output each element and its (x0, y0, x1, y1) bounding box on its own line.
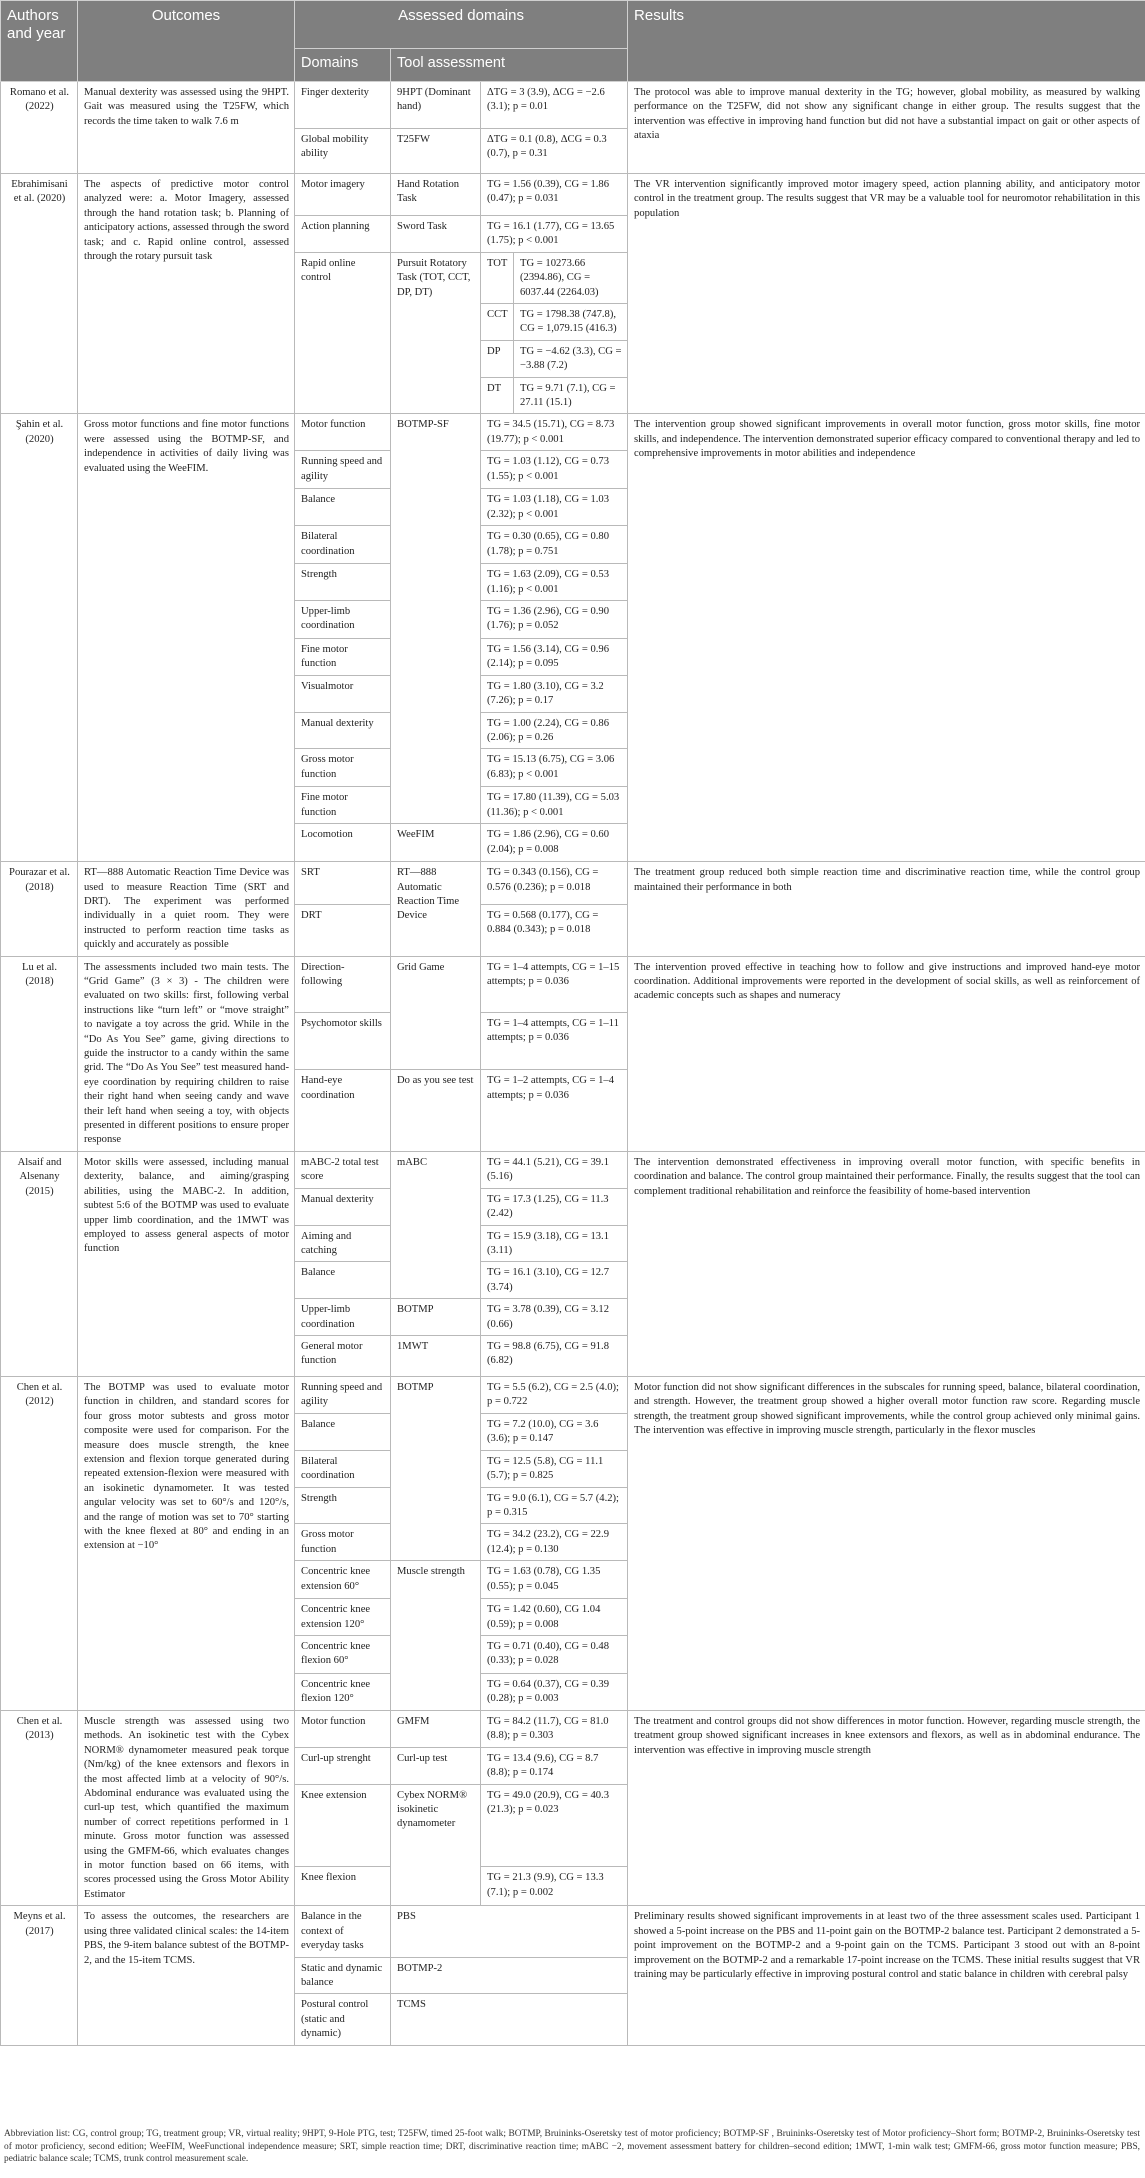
value-cell: TG = 0.30 (0.65), CG = 0.80 (1.78); p = 0.751 (481, 526, 628, 564)
domain-cell: Running speed and agility (295, 1376, 391, 1413)
domain-cell: Balance (295, 489, 391, 526)
tool-cell: PBS (391, 1906, 628, 1957)
domain-cell: Upper-limb coordination (295, 1299, 391, 1336)
tool-cell: Grid Game (391, 956, 481, 1070)
tool-cell: WeeFIM (391, 824, 481, 862)
tool-cell: RT—888 Automatic Reaction Time Device (391, 862, 481, 956)
tool-cell: Sword Task (391, 216, 481, 253)
study-results: Preliminary results showed significant improvements in at least two of the three assessment scales used. Participant 1 showed a 5-point increase on the PBS and 11-point gain on the BOTMP-2 balance test. Participant 2 demonstrated a 5-point improvement on the BOTMP-2 and a 9-point gain on the TCMS. Participant 3 stood out with an 8-point improvement on the BOTMP-2 and a remarkable 17-point increase on the TCMS. These initial results suggest that VR training may be particularly effective in improving postural control and static balance in children with cerebral palsy (628, 1906, 1145, 2045)
table-row (1, 1711, 1145, 1748)
header-assessed-domains: Assessed domains (295, 1, 628, 49)
value-cell: TG = 1.86 (2.96), CG = 0.60 (2.04); p = 0.008 (481, 824, 628, 862)
value-cell: TG = 5.5 (6.2), CG = 2.5 (4.0); p = 0.722 (481, 1376, 628, 1413)
value-cell: TG = 16.1 (3.10), CG = 12.7 (3.74) (481, 1262, 628, 1299)
table-row (1, 1151, 1145, 1188)
domain-cell: Locomotion (295, 824, 391, 862)
domain-cell: Manual dexterity (295, 1188, 391, 1225)
study-author: Meyns et al. (2017) (1, 1906, 78, 2045)
value-cell: TG = 1–4 attempts, CG = 1–11 attempts; p = 0.036 (481, 1012, 628, 1070)
study-results: The protocol was able to improve manual dexterity in the TG; however, global mobility, as measured by walking performance on the T25FW, did not show any significant change in either group. The results suggest that the intervention was effective in improving hand function but did not have a substantial impact on gait or other aspects of ataxia (628, 82, 1145, 174)
study-results: The intervention demonstrated effectiveness in improving overall motor function, with specific benefits in coordination and balance. The control group maintained their performance. Finally, the results suggest that the tool can complement traditional rehabilitation and reinforce the feasibility of home-based intervention (628, 1151, 1145, 1376)
study-author: Alsaif and Alsenany (2015) (1, 1151, 78, 1376)
domain-cell: SRT (295, 862, 391, 905)
tool-cell: 1MWT (391, 1335, 481, 1376)
domain-cell: Visualmotor (295, 675, 391, 712)
domain-cell: Postural control (static and dynamic) (295, 1994, 391, 2045)
table-row (1, 956, 1145, 1012)
value-cell: TG = 1–2 attempts, CG = 1–4 attempts; p = 0.036 (481, 1070, 628, 1152)
domain-cell: Concentric knee extension 120° (295, 1599, 391, 1636)
value-cell: TG = 9.71 (7.1), CG = 27.11 (15.1) (514, 377, 628, 414)
value-cell: TG = 1.03 (1.12), CG = 0.73 (1.55); p < 0.001 (481, 451, 628, 489)
value-cell: TG = 12.5 (5.8), CG = 11.1 (5.7); p = 0.825 (481, 1450, 628, 1487)
value-cell: TG = 44.1 (5.21), CG = 39.1 (5.16) (481, 1151, 628, 1188)
value-cell: TG = 15.9 (3.18), CG = 13.1 (3.11) (481, 1225, 628, 1262)
table-row (1, 82, 1145, 129)
domain-cell: Gross motor function (295, 1524, 391, 1561)
value-cell: TG = 3.78 (0.39), CG = 3.12 (0.66) (481, 1299, 628, 1336)
value-cell: TG = 1.63 (2.09), CG = 0.53 (1.16); p < 0.001 (481, 564, 628, 601)
study-outcomes: Gross motor functions and fine motor functions were assessed using the BOTMP-SF, and independence in activities of daily living was evaluated using the WeeFIM. (78, 414, 295, 862)
domain-cell: Motor function (295, 414, 391, 451)
table-row (1, 174, 1145, 216)
sub-measure-label: CCT (481, 304, 514, 341)
domain-cell: Rapid online control (295, 252, 391, 414)
domain-cell: Static and dynamic balance (295, 1957, 391, 1994)
study-results: The treatment group reduced both simple reaction time and discriminative reaction time, while the control group maintained their performance in both (628, 862, 1145, 956)
domain-cell: Action planning (295, 216, 391, 253)
value-cell: TG = 1.56 (0.39), CG = 1.86 (0.47); p = 0.031 (481, 174, 628, 216)
value-cell: TG = −4.62 (3.3), CG = −3.88 (7.2) (514, 340, 628, 377)
table-row (1, 1376, 1145, 1413)
value-cell: TG = 1.00 (2.24), CG = 0.86 (2.06); p = 0.26 (481, 712, 628, 749)
value-cell: ΔTG = 3 (3.9), ΔCG = −2.6 (3.1); p = 0.01 (481, 82, 628, 129)
study-results: The intervention group showed significant improvements in overall motor function, gross motor skills, fine motor skills, and independence. The intervention demonstrated superior efficacy compared to conventional therapy and led to comprehensive improvements in motor abilities and independence (628, 414, 1145, 862)
study-author: Ebrahimisani et al. (2020) (1, 174, 78, 414)
domain-cell: Concentric knee extension 60° (295, 1561, 391, 1599)
table-row (1, 414, 1145, 451)
domain-cell: Concentric knee flexion 60° (295, 1636, 391, 1674)
tool-cell: BOTMP (391, 1299, 481, 1336)
table-row (1, 1906, 1145, 1957)
value-cell: TG = 1–4 attempts, CG = 1–15 attempts; p = 0.036 (481, 956, 628, 1012)
value-cell: TG = 1.63 (0.78), CG 1.35 (0.55); p = 0.045 (481, 1561, 628, 1599)
domain-cell: Gross motor function (295, 749, 391, 787)
tool-cell: 9HPT (Dominant hand) (391, 82, 481, 129)
value-cell: TG = 0.343 (0.156), CG = 0.576 (0.236); p = 0.018 (481, 862, 628, 905)
domain-cell: General motor function (295, 1335, 391, 1376)
tool-cell: Hand Rotation Task (391, 174, 481, 216)
value-cell: TG = 1.56 (3.14), CG = 0.96 (2.14); p = 0.095 (481, 638, 628, 675)
study-outcomes: The BOTMP was used to evaluate motor function in children, and standard scores for four gross motor subtests and gross motor composite were used for comparison. For the measure does muscle strength, the knee extension and flexion torque generated during repeated extension-flexion were measured with an isokinetic dynamometer. It was tested angular velocity was set to 60°/s and 120°/s, and the range of motion was set to 70° starting with the knee flexed at 80° and ending in an extension at −10° (78, 1376, 295, 1710)
study-results: The intervention proved effective in teaching how to follow and give instructions and improved hand-eye motor coordination. Additional improvements were reported in the development of social skills, as well as reinforcement of academic concepts such as shapes and numeracy (628, 956, 1145, 1151)
value-cell: TG = 15.13 (6.75), CG = 3.06 (6.83); p < 0.001 (481, 749, 628, 787)
tool-cell: Do as you see test (391, 1070, 481, 1152)
domain-cell: Fine motor function (295, 787, 391, 824)
study-outcomes: Manual dexterity was assessed using the 9HPT. Gait was measured using the T25FW, which records the time taken to walk 7.6 m (78, 82, 295, 174)
value-cell: TG = 1.36 (2.96), CG = 0.90 (1.76); p = 0.052 (481, 600, 628, 638)
study-results: The VR intervention significantly improved motor imagery speed, action planning ability, and anticipatory motor control in the treatment group. The results suggest that VR may be a valuable tool for neuromotor rehabilitation in this population (628, 174, 1145, 414)
domain-cell: Knee extension (295, 1784, 391, 1867)
value-cell: TG = 0.64 (0.37), CG = 0.39 (0.28); p = 0.003 (481, 1674, 628, 1711)
tool-cell: mABC (391, 1151, 481, 1298)
value-cell: TG = 1.42 (0.60), CG 1.04 (0.59); p = 0.008 (481, 1599, 628, 1636)
domain-cell: Bilateral coordination (295, 1450, 391, 1487)
tool-cell: Muscle strength (391, 1561, 481, 1711)
value-cell: TG = 10273.66 (2394.86), CG = 6037.44 (2264.03) (514, 252, 628, 303)
value-cell: TG = 1.03 (1.18), CG = 1.03 (2.32); p < 0.001 (481, 489, 628, 526)
value-cell: TG = 98.8 (6.75), CG = 91.8 (6.82) (481, 1335, 628, 1376)
value-cell: TG = 34.2 (23.2), CG = 22.9 (12.4); p = 0.130 (481, 1524, 628, 1561)
value-cell: TG = 7.2 (10.0), CG = 3.6 (3.6); p = 0.147 (481, 1413, 628, 1450)
domain-cell: Concentric knee flexion 120° (295, 1674, 391, 1711)
study-results: Motor function did not show significant differences in the subscales for running speed, balance, bilateral coordination, and strength. However, the treatment group showed a higher overall motor function raw score. Regarding muscle strength, the treatment group showed significant improvements, while the control group achieved only minimal gains. The intervention was effective in improving muscle strength, particularly in the flexor muscles (628, 1376, 1145, 1710)
value-cell: TG = 0.568 (0.177), CG = 0.884 (0.343); p = 0.018 (481, 904, 628, 956)
tool-cell: GMFM (391, 1711, 481, 1748)
study-author: Şahin et al. (2020) (1, 414, 78, 862)
header-tool-assessment: Tool assessment (391, 49, 628, 82)
study-outcomes: To assess the outcomes, the researchers are using three validated clinical scales: the 14-item PBS, the 9-item balance subtest of the BOTMP-2, and the 15-item TCMS. (78, 1906, 295, 2045)
study-author: Chen et al. (2013) (1, 1711, 78, 1906)
sub-measure-label: DP (481, 340, 514, 377)
domain-cell: Upper-limb coordination (295, 600, 391, 638)
domain-cell: Direction-following (295, 956, 391, 1012)
header-domains: Domains (295, 49, 391, 82)
sub-measure-label: DT (481, 377, 514, 414)
value-cell: TG = 34.5 (15.71), CG = 8.73 (19.77); p < 0.001 (481, 414, 628, 451)
value-cell: TG = 0.71 (0.40), CG = 0.48 (0.33); p = 0.028 (481, 1636, 628, 1674)
domain-cell: Motor imagery (295, 174, 391, 216)
tool-cell: BOTMP (391, 1376, 481, 1560)
tool-cell: BOTMP-SF (391, 414, 481, 824)
abbreviation-footnote: Abbreviation list: CG, control group; TG, treatment group; VR, virtual reality; 9HPT, 9-Hole PTG, test; T25FW, timed 25-foot walk; BOTMP, Bruininks-Oseretsky test of motor proficiency; BOTMP-SF , Bruininks-Oseretsky test of Motor proficiency–Short form; BOTMP-2, Bruininks-Oseretsky test of motor proficiency, second edition; WeeFIM, WeeFunctional independence measure; SRT, simple reaction time; DRT, discriminative reaction time; mABC −2, movement assessment battery for children–second edition; 1MWT, 1-min walk test; GMFM-66, gross motor function measure; PBS, pediatric balance scale; TCMS, trunk control measurement scale. (4, 2129, 1140, 2165)
domain-cell: Aiming and catching (295, 1225, 391, 1262)
table-row (1, 862, 1145, 905)
study-author: Pourazar et al. (2018) (1, 862, 78, 956)
header-outcomes: Outcomes (78, 1, 295, 82)
domain-cell: Global mobility ability (295, 129, 391, 174)
value-cell: TG = 1.80 (3.10), CG = 3.2 (7.26); p = 0.17 (481, 675, 628, 712)
domain-cell: Strength (295, 564, 391, 601)
study-author: Lu et al. (2018) (1, 956, 78, 1151)
tool-cell: T25FW (391, 129, 481, 174)
domain-cell: Fine motor function (295, 638, 391, 675)
header-authors-year: Authors and year (1, 1, 78, 82)
domain-cell: Strength (295, 1487, 391, 1524)
study-outcomes: Muscle strength was assessed using two methods. An isokinetic test with the Cybex NORM® dynamometer measured peak torque (Nm/kg) of the knee extensors and flexors in the most affected limb at a velocity of 90°/s. Abdominal endurance was evaluated using the curl-up test, which quantified the maximum number of correct repetitions performed in 1 minute. Gross motor function was assessed using the GMFM-66, which evaluates changes in motor function based on 66 items, with scores processed using the Gross Motor Ability Estimator (78, 1711, 295, 1906)
study-outcomes: Motor skills were assessed, including manual dexterity, balance, and aiming/grasping abilities, using the MABC-2. In addition, subtest 5:6 of the BOTMP was used to evaluate upper limb coordination, and the 1MWT was employed to assess general aspects of motor function (78, 1151, 295, 1376)
value-cell: TG = 49.0 (20.9), CG = 40.3 (21.3); p = 0.023 (481, 1784, 628, 1867)
tool-cell: Cybex NORM® isokinetic dynamometer (391, 1784, 481, 1906)
study-results: The treatment and control groups did not show differences in motor function. However, regarding muscle strength, the treatment group showed significant increases in knee extensors and flexors, as well as in abdominal endurance. The intervention was effective in improving muscle strength (628, 1711, 1145, 1906)
domain-cell: Curl-up strenght (295, 1747, 391, 1784)
tool-cell: TCMS (391, 1994, 628, 2045)
header-results: Results (628, 1, 1145, 82)
study-author: Chen et al. (2012) (1, 1376, 78, 1710)
domain-cell: Hand-eye coordination (295, 1070, 391, 1152)
value-cell: TG = 13.4 (9.6), CG = 8.7 (8.8); p = 0.174 (481, 1747, 628, 1784)
study-author: Romano et al. (2022) (1, 82, 78, 174)
domain-cell: Balance in the context of everyday tasks (295, 1906, 391, 1957)
domain-cell: Manual dexterity (295, 712, 391, 749)
domain-cell: Knee flexion (295, 1867, 391, 1906)
value-cell: TG = 17.3 (1.25), CG = 11.3 (2.42) (481, 1188, 628, 1225)
value-cell: TG = 1798.38 (747.8), CG = 1,079.15 (416.3) (514, 304, 628, 341)
study-outcomes: RT—888 Automatic Reaction Time Device was used to measure Reaction Time (SRT and DRT). The experiment was performed individually in a quiet room. They were instructed to perform reaction time tasks as quickly and accurately as possible (78, 862, 295, 956)
domain-cell: Balance (295, 1262, 391, 1299)
domain-cell: DRT (295, 904, 391, 956)
domain-cell: Balance (295, 1413, 391, 1450)
value-cell: TG = 16.1 (1.77), CG = 13.65 (1.75); p < 0.001 (481, 216, 628, 253)
tool-cell: Pursuit Rotatory Task (TOT, CCT, DP, DT) (391, 252, 481, 414)
value-cell: ΔTG = 0.1 (0.8), ΔCG = 0.3 (0.7), p = 0.31 (481, 129, 628, 174)
tool-cell: BOTMP-2 (391, 1957, 628, 1994)
study-outcomes: The aspects of predictive motor control analyzed were: a. Motor Imagery, assessed through the hand rotation task; b. Planning of anticipatory actions, assessed through the sword task; and c. Rapid online control, assessed through the rotary pursuit task (78, 174, 295, 414)
value-cell: TG = 9.0 (6.1), CG = 5.7 (4.2); p = 0.315 (481, 1487, 628, 1524)
domain-cell: Running speed and agility (295, 451, 391, 489)
domain-cell: Psychomotor skills (295, 1012, 391, 1070)
value-cell: TG = 21.3 (9.9), CG = 13.3 (7.1); p = 0.002 (481, 1867, 628, 1906)
tool-cell: Curl-up test (391, 1747, 481, 1784)
value-cell: TG = 17.80 (11.39), CG = 5.03 (11.36); p < 0.001 (481, 787, 628, 824)
domain-cell: mABC-2 total test score (295, 1151, 391, 1188)
study-outcomes: The assessments included two main tests. The “Grid Game” (3 × 3) - The children were evaluated on two skills: first, following verbal instructions like “turn left” or “move straight” to navigate a toy across the grid. While in the “Do As You See” game, giving directions to guide the instructor to a candy within the same grid. The “Do As You See” test measured hand-eye coordination by requiring children to raise their right hand when seeing candy and wave their left hand when seeing a toy, with objects presented in different positions to ensure proper response (78, 956, 295, 1151)
domain-cell: Finger dexterity (295, 82, 391, 129)
domain-cell: Motor function (295, 1711, 391, 1748)
value-cell: TG = 84.2 (11.7), CG = 81.0 (8.8); p = 0.303 (481, 1711, 628, 1748)
domain-cell: Bilateral coordination (295, 526, 391, 564)
sub-measure-label: TOT (481, 252, 514, 303)
